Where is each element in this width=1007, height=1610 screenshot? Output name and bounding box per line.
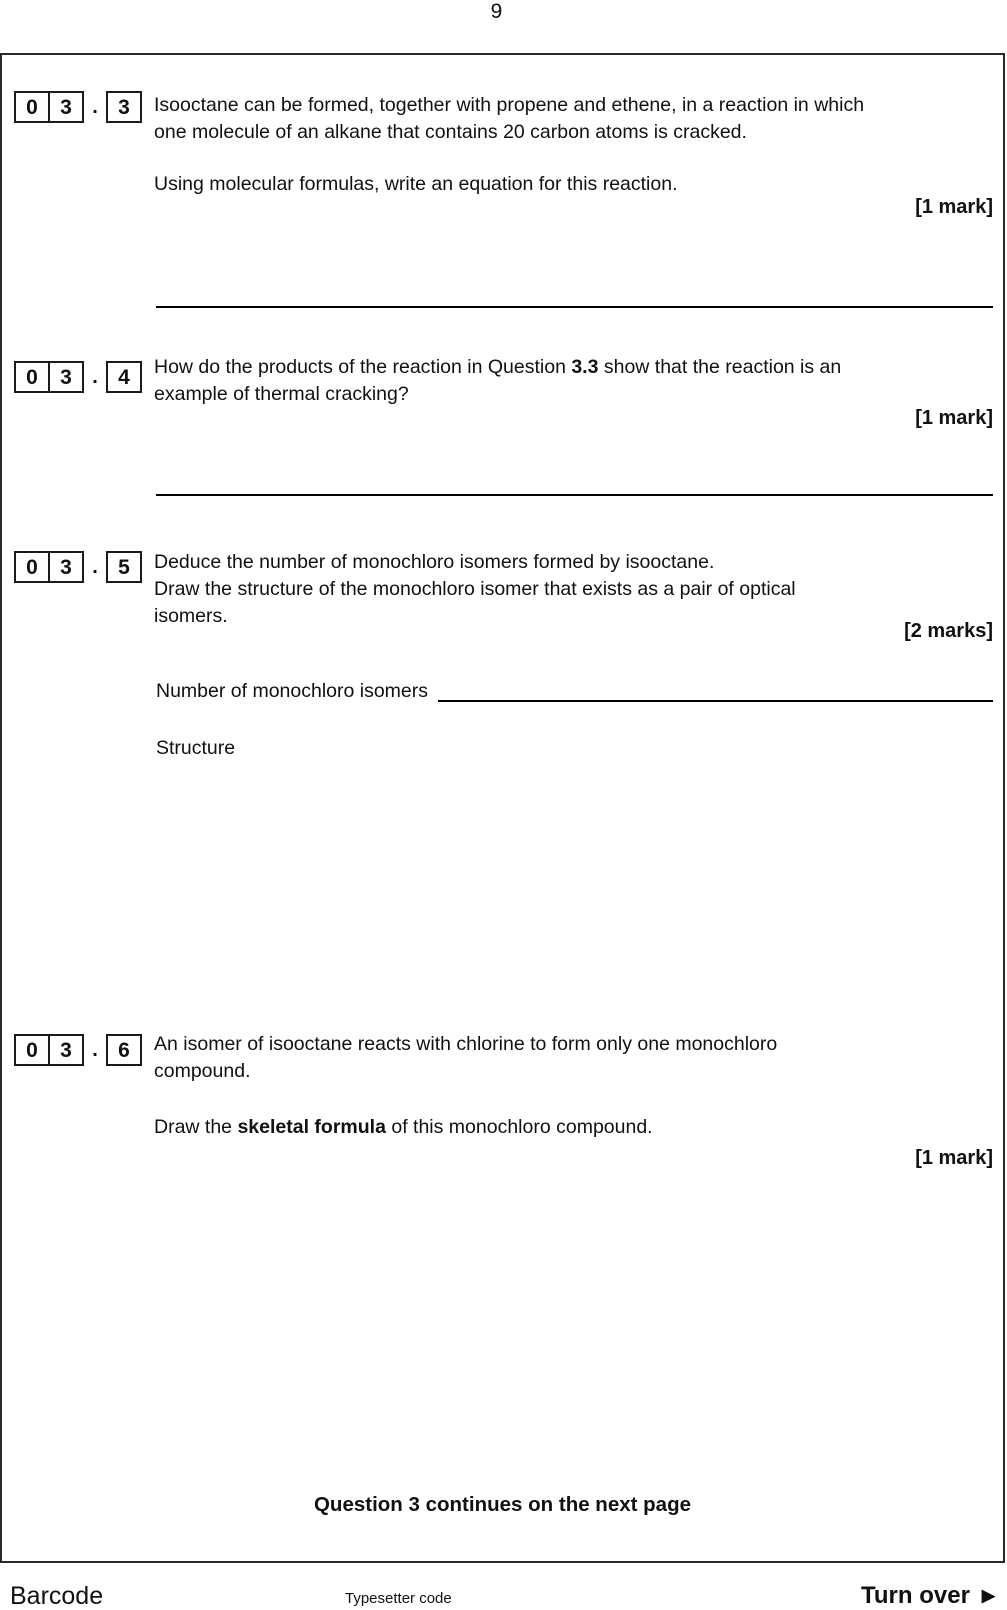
- question-number-box-03-4: [14, 361, 142, 393]
- marks-label: [1 mark]: [915, 1147, 993, 1169]
- question-number-dot: .: [92, 365, 98, 388]
- question-number-dot: .: [92, 555, 98, 578]
- digit-cell: 3: [48, 1034, 84, 1066]
- question-text-line: isomers.: [154, 605, 228, 627]
- question-text-line: Deduce the number of monochloro isomers formed by isooctane.: [154, 551, 715, 573]
- skeletal-formula-bold: skeletal formula: [237, 1116, 386, 1138]
- question-number-box-03-3: [14, 91, 142, 123]
- answer-line-isomer-count[interactable]: [438, 700, 993, 702]
- digit-cell: 3: [106, 91, 142, 123]
- answer-line-03-4[interactable]: [156, 494, 993, 496]
- digit-cell: 5: [106, 551, 142, 583]
- digit-cell: 3: [48, 551, 84, 583]
- digit-cell: 0: [14, 1034, 50, 1066]
- question-text-03-6: [154, 1031, 1000, 1085]
- digit-cell: 4: [106, 361, 142, 393]
- page-number: 9: [490, 0, 503, 23]
- typesetter-code-label: Typesetter code: [345, 1590, 452, 1607]
- question-ref-bold: 3.3: [571, 356, 599, 378]
- question-text-line: Draw the structure of the monochloro isomer that exists as a pair of optical: [154, 578, 796, 600]
- question-number-dot: .: [92, 95, 98, 118]
- answer-line-03-3[interactable]: [156, 306, 993, 308]
- marks-label: [1 mark]: [915, 407, 993, 429]
- marks-label: [2 marks]: [904, 620, 993, 642]
- digit-cell: 6: [106, 1034, 142, 1066]
- question-text-03-3: [154, 92, 1000, 146]
- question-number-box-03-6: [14, 1034, 142, 1066]
- question-text-line: How do the products of the reaction in Question 3.3 show that the reaction is an: [154, 356, 842, 378]
- question-prompt-03-6: Draw the skeletal formula of this monochloro compound.: [154, 1116, 653, 1138]
- question-prompt-03-3: Using molecular formulas, write an equation for this reaction.: [154, 173, 678, 195]
- question-text-line: compound.: [154, 1060, 251, 1082]
- question-text-line: one molecule of an alkane that contains 20 carbon atoms is cracked.: [154, 121, 747, 143]
- answer-label: Number of monochloro isomers: [156, 680, 429, 702]
- barcode-label: Barcode: [10, 1582, 104, 1610]
- page-footer: [0, 1576, 1007, 1610]
- digit-cell: 3: [48, 91, 84, 123]
- digit-cell: 0: [14, 361, 50, 393]
- turn-over-arrow-icon: ▶: [981, 1586, 995, 1605]
- turn-over: [861, 1582, 995, 1610]
- question-text-line: Isooctane can be formed, together with propene and ethene, in a reaction in which: [154, 94, 865, 116]
- monochloro-isomers-answer-row: [156, 679, 993, 703]
- turn-over-label: Turn over: [861, 1582, 970, 1609]
- marks-label: [1 mark]: [915, 196, 993, 218]
- continuation-note: Question 3 continues on the next page: [313, 1493, 692, 1516]
- question-text-line: example of thermal cracking?: [154, 383, 409, 405]
- question-text-03-5: [154, 549, 1000, 630]
- structure-label: Structure: [156, 737, 236, 759]
- digit-cell: 0: [14, 91, 50, 123]
- digit-cell: 0: [14, 551, 50, 583]
- digit-cell: 3: [48, 361, 84, 393]
- question-number-box-03-5: [14, 551, 142, 583]
- question-text-line: An isomer of isooctane reacts with chlorine to form only one monochloro: [154, 1033, 778, 1055]
- question-text-03-4: [154, 354, 1000, 408]
- question-frame: [0, 53, 1005, 1563]
- question-number-dot: .: [92, 1038, 98, 1061]
